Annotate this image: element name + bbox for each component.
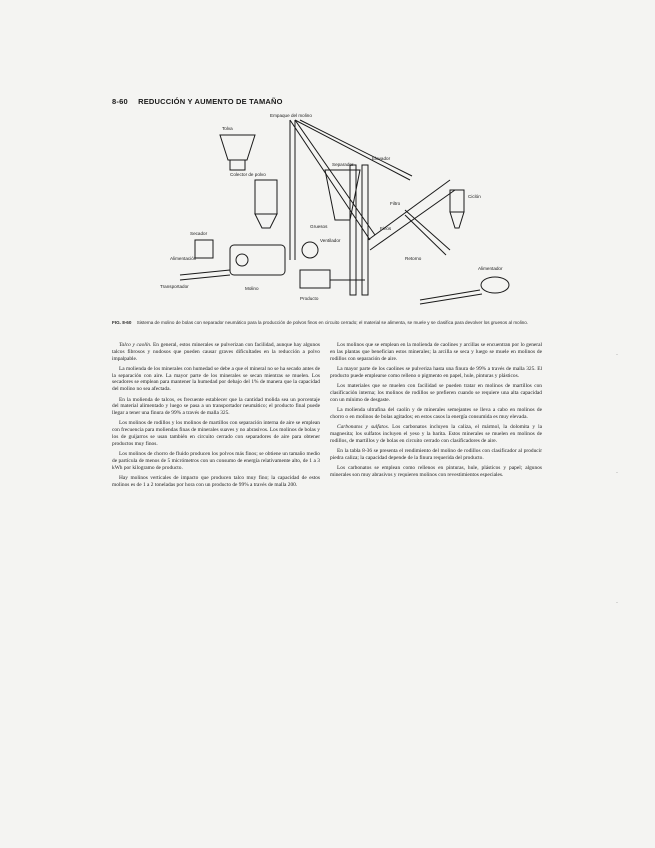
paragraph-text: Los molinos que se emplean en la molienda de caolines y arcillas se encuentran por lo general en las plantas que benefician estos minerales; la arcilla se seca y luego se muele en molinos de rodillos con separación de aire.: [330, 342, 542, 362]
page-header: [112, 97, 283, 106]
paragraph-text: La molienda de los minerales con humedad se debe a que el mineral no se ha secado antes de la separación con aire. La mayor parte de los minerales se secan mientras se muelen. Los secadores se emplean para mantener la humedad por debajo del 1% de manera que la capacidad del molino no sea afectada.: [112, 365, 320, 393]
right-column: [330, 342, 542, 482]
figure-caption: [112, 320, 544, 326]
label-separator: Separador: [332, 162, 354, 167]
margin-mark: ·: [616, 600, 618, 606]
paragraph: [330, 448, 542, 462]
label-feed: Alimentación: [170, 256, 197, 261]
paragraph: [112, 342, 320, 362]
paragraph-text: Los carbonatos se emplean como rellenos en pinturas, hule, plásticos y papel; algunos minerales son muy abrasivos y requieren molinos con revestimientos especiales.: [330, 464, 542, 478]
label-hopper: Tolva: [222, 126, 233, 131]
process-diagram: [150, 110, 550, 318]
mill-shape: [230, 245, 285, 275]
dust-collector-shape: [255, 180, 277, 214]
label-filter: Filtro: [390, 201, 401, 206]
paragraph-text: La molienda ultrafina del caolín y de minerales semejantes se lleva a cabo en molinos de chorro o en molinos de bolas agitados; en estos casos la energía consumida es muy elevada.: [330, 406, 542, 420]
label-fines: Finos: [380, 226, 392, 231]
label-cyclone: Ciclón: [468, 194, 481, 199]
paragraph: [330, 465, 542, 479]
elevator-shape: [350, 165, 356, 295]
label-conveyor: Transportador: [160, 284, 189, 289]
cyclone-shape: [450, 190, 464, 212]
paragraph-text: Los carbonatos incluyen la caliza, el mármol, la dolomita y la magnesita; los sulfatos incluyen el yeso y la barita. Estos minerales se muelen en molinos de rodillos, de martillos y de bolas en circuito cerrado con clasificadores de aire.: [330, 423, 542, 444]
paragraph-text: En general, estos minerales se pulverizan con facilidad, aunque hay algunos talcos fibrosos y nudosos que pueden causar graves dificultades en la reducción a polvo impalpable.: [112, 342, 320, 362]
paragraph: [330, 424, 542, 444]
margin-mark: ·: [616, 470, 618, 476]
label-mill: Molino: [245, 286, 259, 291]
paragraph-lead: Talco y caolín.: [119, 342, 152, 348]
paragraph: [330, 383, 542, 403]
paragraph-text: Los materiales que se muelen con facilidad se pueden tratar en molinos de martillos con clasificación interna; los molinos de rodillos se prefieren cuando se requiere una alta capacidad con un mínimo de desgaste.: [330, 382, 542, 403]
paragraph: [330, 342, 542, 362]
paragraph-lead: Carbonatos y sulfatos.: [337, 423, 390, 430]
hopper-base: [230, 160, 245, 170]
label-dryer: Secador: [190, 231, 208, 236]
paragraph-text: En la tabla 8-36 se presenta el rendimiento del molino de rodillos con clasificador al producir piedra caliza; la capacidad depende de la finura requerida del producto.: [330, 447, 542, 461]
label-collector: Colector de polvo: [230, 172, 266, 177]
label-product: Producto: [300, 296, 319, 301]
hopper-shape: [220, 135, 255, 160]
paragraph: [112, 420, 320, 447]
chapter-title: REDUCCIÓN Y AUMENTO DE TAMAÑO: [138, 97, 283, 106]
paragraph-text: La mayor parte de los caolines se pulveriza hasta una finura de 99% a través de malla 325. El producto puede emplearse como relleno o pigmento en papel, hule, pinturas y plásticos.: [330, 365, 542, 379]
label-return: Retorno: [405, 256, 422, 261]
paragraph: [112, 397, 320, 417]
page-number: 8-60: [112, 97, 128, 106]
paragraph-text: Los molinos de chorro de fluido producen los polvos más finos; se obtiene un tamaño medio de partícula de menos de 5 micrómetros con un consumo de energía relativamente alto, de 1 a 3 kWh por kilogramo de producto.: [112, 451, 320, 471]
label-feeder: Alimentador: [478, 266, 503, 271]
label-fan: Ventilador: [320, 238, 341, 243]
paragraph: [112, 366, 320, 393]
label-elevator: Elevador: [372, 156, 391, 161]
paragraph: [330, 407, 542, 421]
caption-text: Sistema de molino de bolas con separador neumático para la producción de polvos finos en circuito cerrado; el material se alimenta, se muele y se clasifica para devolver los gruesos al molino.: [136, 320, 529, 325]
figure-number: FIG. 8-60: [112, 320, 132, 325]
label-top: Empaque del molino: [270, 113, 312, 118]
left-column: [112, 342, 320, 492]
paragraph: [112, 451, 320, 471]
paragraph-text: En la molienda de talcos, es frecuente establecer que la cantidad molida sea un porcentaje del material alimentado y luego se pasa a un transportador neumático; el producto final puede llegar a tener una finura de 99% a través de malla 325.: [112, 396, 320, 417]
paragraph-text: Hay molinos verticales de impacto que producen talco muy fino; la capacidad de estos molinos es de 1 a 2 toneladas por hora con un producto de 99% a través de malla 200.: [112, 475, 320, 488]
label-coarse: Gruesos: [310, 224, 328, 229]
separator-shape: [325, 170, 360, 220]
paragraph-text: Los molinos de rodillos y los molinos de martillos con separación interna de aire se emplean con frecuencia para moliendas finas de minerales suaves y no abrasivos. Los molinos de bolas y los de guijarros se usan también en circuito cerrado con separadores de aire para obtener productos muy finos.: [112, 420, 320, 447]
fan-shape: [302, 242, 318, 258]
paragraph: [330, 366, 542, 380]
paragraph: [112, 475, 320, 489]
feeder-shape: [481, 277, 509, 293]
margin-mark: ·: [616, 352, 618, 358]
